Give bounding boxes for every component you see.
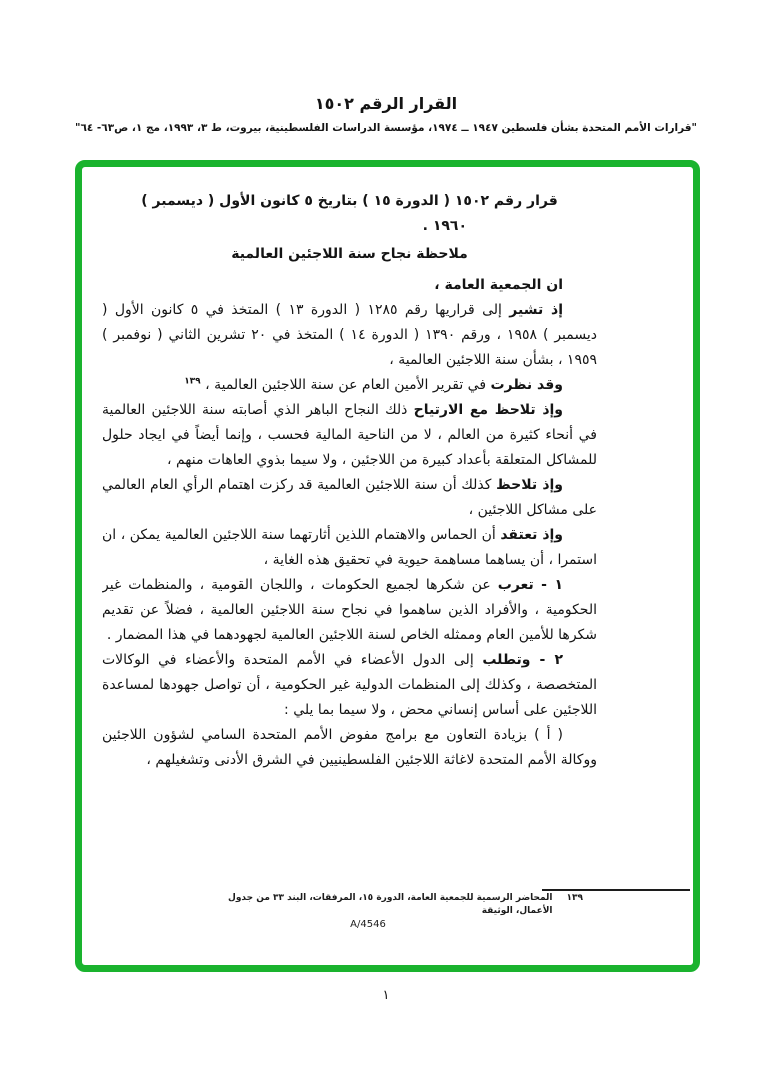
paragraph-text: ( أ ) بزيادة التعاون مع برامج مفوض الأمم المتحدة السامي لشؤون اللاجئين ووكالة الأمم المتحدة لاغاثة اللاجئين الفلسطينيين في الشرق الأدنى وتشغيلهم ،: [102, 727, 597, 768]
paragraph-having-considered: [102, 373, 597, 398]
footnote-line: [193, 892, 583, 918]
paragraph-believing: [102, 523, 597, 573]
paragraph-lead: وإذ تلاحظ مع الارتياح: [413, 402, 564, 418]
paragraph-operative-2: [102, 648, 597, 723]
paragraph-lead: إذ تشير: [509, 302, 563, 318]
paragraph-lead: وإذ تعتقد: [500, 527, 563, 543]
resolution-heading-line2: ١٩٦٠ .: [422, 218, 467, 234]
paragraph-lead: ١ - تعرب: [497, 577, 563, 593]
paragraph-lead: وإذ تلاحظ: [496, 477, 563, 493]
paragraph-lead: وقد نظرت: [490, 377, 563, 393]
resolution-heading: [102, 189, 597, 239]
paragraph-text: إلى الدول الأعضاء في الأمم المتحدة والأعضاء في الوكالات المتخصصة ، وكذلك إلى المنظمات الدولية غير الحكومية ، أن تواصل جهودها لمساعدة اللاجئين على أساس إنساني محض ، ولا سيما بما يلي :: [102, 652, 597, 718]
page-title: القرار الرقم ١٥٠٢: [314, 94, 458, 113]
paragraph-operative-1: [102, 573, 597, 648]
page-number: ١: [382, 988, 390, 1003]
footnote: [193, 892, 583, 931]
footnote-document-ref: A/4546: [350, 919, 386, 930]
paragraph-text: عن شكرها لجميع الحكومات ، واللجان القومية ، والمنظمات غير الحكومية ، والأفراد الذين ساهموا في نجاح سنة اللاجئين العالمية ، فضلاً عن تقديم شكرها للأمين العام وممثله الخاص لسنة اللاجئين العالمية لجهودهما في هذا المضمار .: [102, 577, 597, 643]
footnote-reference: ١٣٩: [184, 376, 201, 387]
paragraph-text: أن الحماس والاهتمام اللذين أثارتهما سنة اللاجئين العالمية يمكن ، ان استمرا ، أن يساهما مساهمة حيوية في تحقيق هذه الغاية ،: [102, 527, 597, 568]
footnote-marker: ١٣٩: [566, 893, 583, 903]
source-citation: "قرارات الأمم المتحدة بشأن فلسطين ١٩٤٧ ــ ١٩٧٤، مؤسسة الدراسات الفلسطينية، بيروت، ط ٣، ١٩٩٣، مج ١، ص٦٣- ٦٤": [74, 122, 698, 134]
paragraph-text: في تقرير الأمين العام عن سنة اللاجئين العالمية ،: [200, 377, 491, 393]
page-header: [0, 94, 772, 134]
paragraph-lead: ٢ - وتطلب: [482, 652, 563, 668]
paragraph-subitem-a: [102, 723, 597, 773]
paragraph-recalling: [102, 298, 597, 373]
footnote-text: المحاضر الرسمية للجمعية العامة، الدورة ١٥، المرفقات، البند ٣٣ من جدول الأعمال، الوثيقة: [228, 893, 553, 916]
resolution-subject: ملاحظة نجاح سنة اللاجئين العالمية: [231, 246, 468, 262]
paragraph-noting-also: [102, 473, 597, 523]
paragraph-text: إلى قراريها رقم ١٢٨٥ ( الدورة ١٣ ) المتخذ في ٥ كانون الأول ( ديسمبر ) ١٩٥٨ ، ورقم ١٣٩٠ ( الدورة ١٤ ) المتخذ في ٢٠ تشرين الثاني ( نوفمبر ) ١٩٥٩ ، بشأن سنة اللاجئين العالمية ،: [102, 302, 597, 368]
resolution-body: [102, 189, 597, 889]
footnote-separator-rule: [542, 889, 690, 891]
paragraph-preamble-opening: [102, 273, 597, 298]
paragraph-text: كذلك أن سنة اللاجئين العالمية قد ركزت اهتمام الرأي العام العالمي على مشاكل اللاجئين ،: [102, 477, 597, 518]
paragraph-text: ذلك النجاح الباهر الذي أصابته سنة اللاجئين العالمية في أنحاء كثيرة من العالم ، لا من الناحية المالية فحسب ، وإنما أيضاً في ايجاد حلول للمشاكل المتعلقة بأعداد كبيرة من اللاجئين ، ولا سيما بذوي العاهات منهم ،: [102, 402, 597, 468]
paragraph-lead: ان الجمعية العامة ،: [434, 277, 563, 293]
paragraph-noting-satisfaction: [102, 398, 597, 473]
green-highlight-frame: [75, 160, 700, 972]
resolution-heading-line1: قرار رقم ١٥٠٢ ( الدورة ١٥ ) بتاريخ ٥ كانون الأول ( ديسمبر ): [141, 193, 558, 209]
